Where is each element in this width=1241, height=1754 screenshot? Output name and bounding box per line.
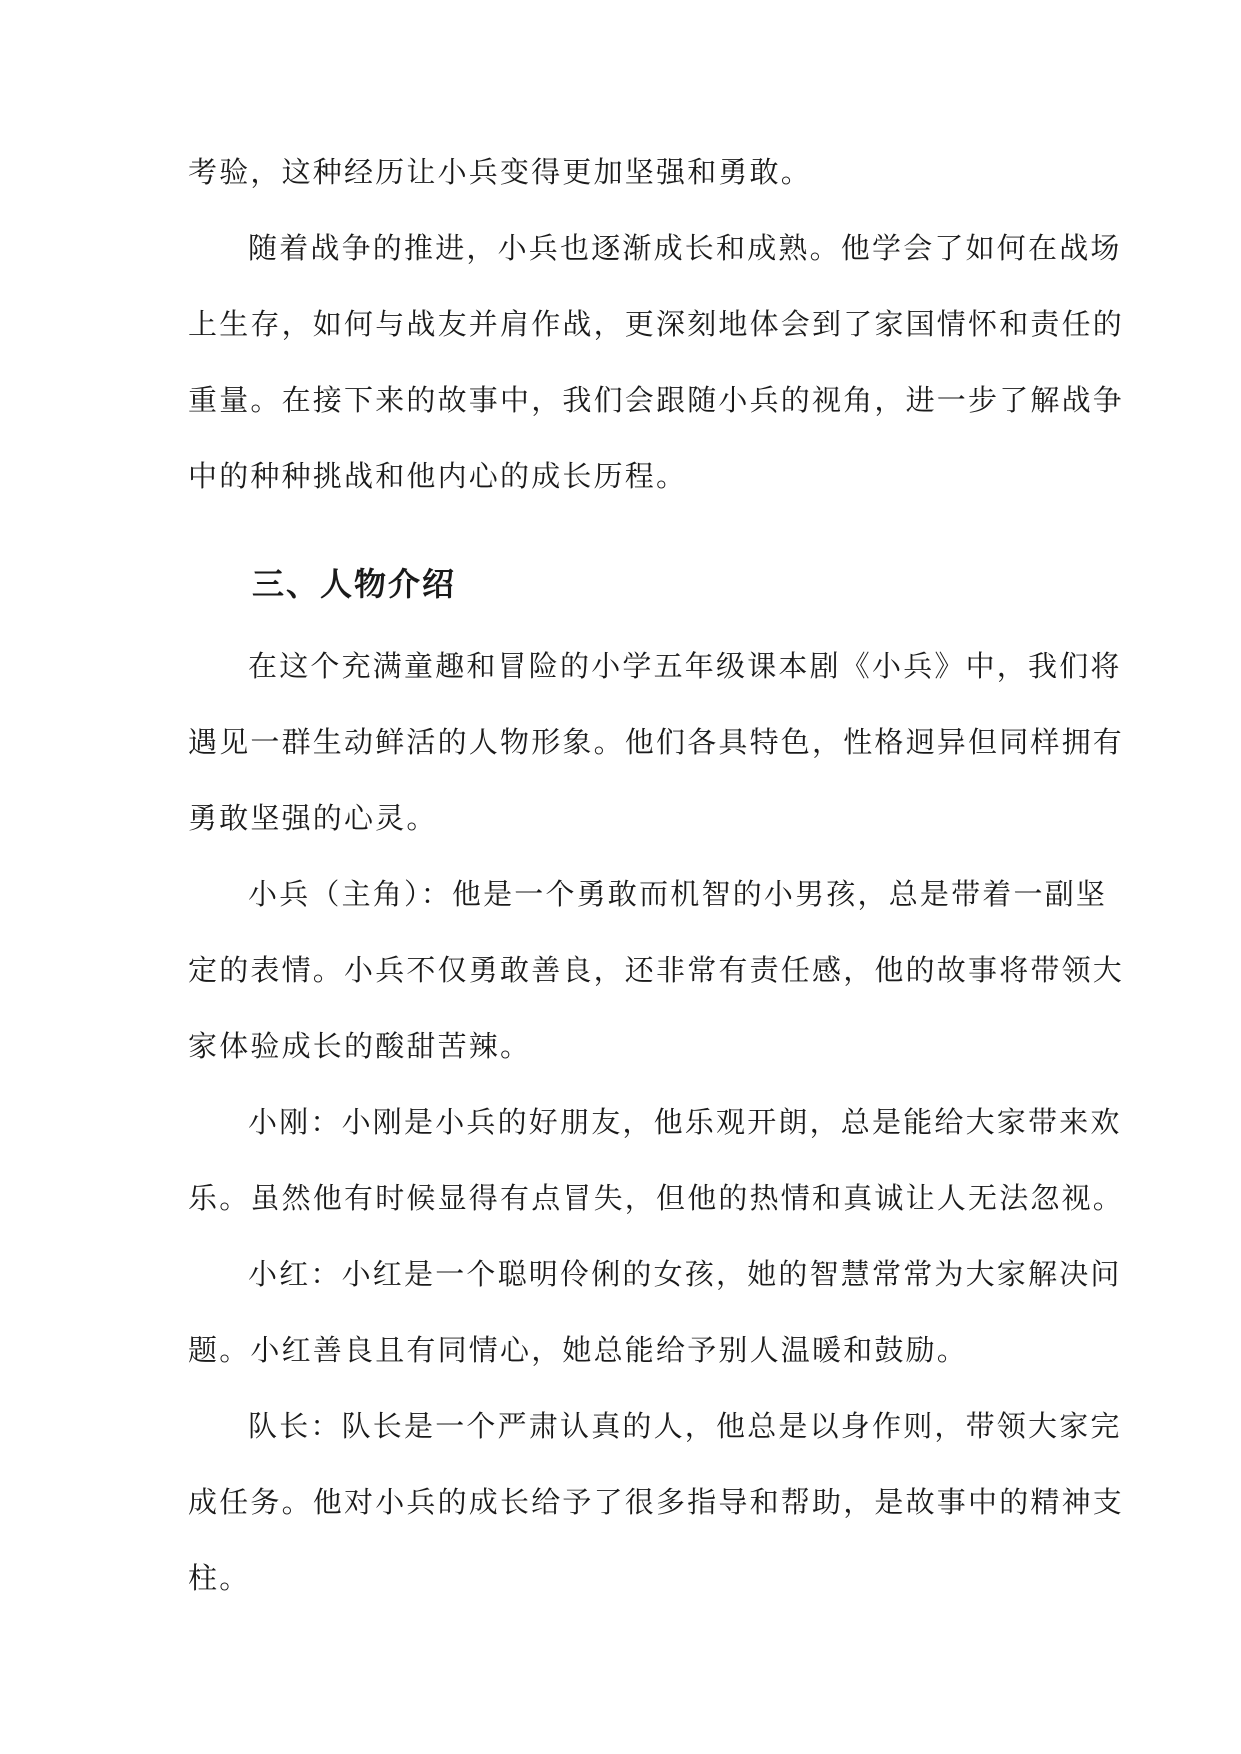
paragraph-line: 小红：小红是一个聪明伶俐的女孩，她的智慧常常为大家解决问	[248, 1257, 1122, 1291]
paragraph-line: 小兵（主角）：他是一个勇敢而机智的小男孩，总是带着一副坚	[248, 877, 1108, 911]
paragraph-line: 家体验成长的酸甜苦辣。	[188, 1029, 532, 1063]
paragraph-line: 上生存，如何与战友并肩作战，更深刻地体会到了家国情怀和责任的	[188, 307, 1125, 341]
paragraph-line: 在这个充满童趣和冒险的小学五年级课本剧《小兵》中，我们将	[248, 649, 1122, 683]
paragraph-line: 勇敢坚强的心灵。	[188, 801, 438, 835]
paragraph-line: 定的表情。小兵不仅勇敢善良，还非常有责任感，他的故事将带领大	[188, 953, 1125, 987]
section-heading: 三、人物介绍	[252, 565, 457, 603]
paragraph-line: 随着战争的推进，小兵也逐渐成长和成熟。他学会了如何在战场	[248, 231, 1122, 265]
paragraph-line: 柱。	[188, 1561, 251, 1595]
paragraph-line: 队长：队长是一个严肃认真的人，他总是以身作则，带领大家完	[248, 1409, 1122, 1443]
paragraph-line: 乐。虽然他有时候显得有点冒失，但他的热情和真诚让人无法忽视。	[188, 1181, 1125, 1215]
paragraph-line: 成任务。他对小兵的成长给予了很多指导和帮助，是故事中的精神支	[188, 1485, 1125, 1519]
paragraph-line: 考验，这种经历让小兵变得更加坚强和勇敢。	[188, 155, 813, 189]
paragraph-line: 题。小红善良且有同情心，她总能给予别人温暖和鼓励。	[188, 1333, 969, 1367]
paragraph-line: 重量。在接下来的故事中，我们会跟随小兵的视角，进一步了解战争	[188, 383, 1125, 417]
paragraph-line: 小刚：小刚是小兵的好朋友，他乐观开朗，总是能给大家带来欢	[248, 1105, 1122, 1139]
paragraph-line: 中的种种挑战和他内心的成长历程。	[188, 459, 688, 493]
paragraph-line: 遇见一群生动鲜活的人物形象。他们各具特色，性格迥异但同样拥有	[188, 725, 1125, 759]
